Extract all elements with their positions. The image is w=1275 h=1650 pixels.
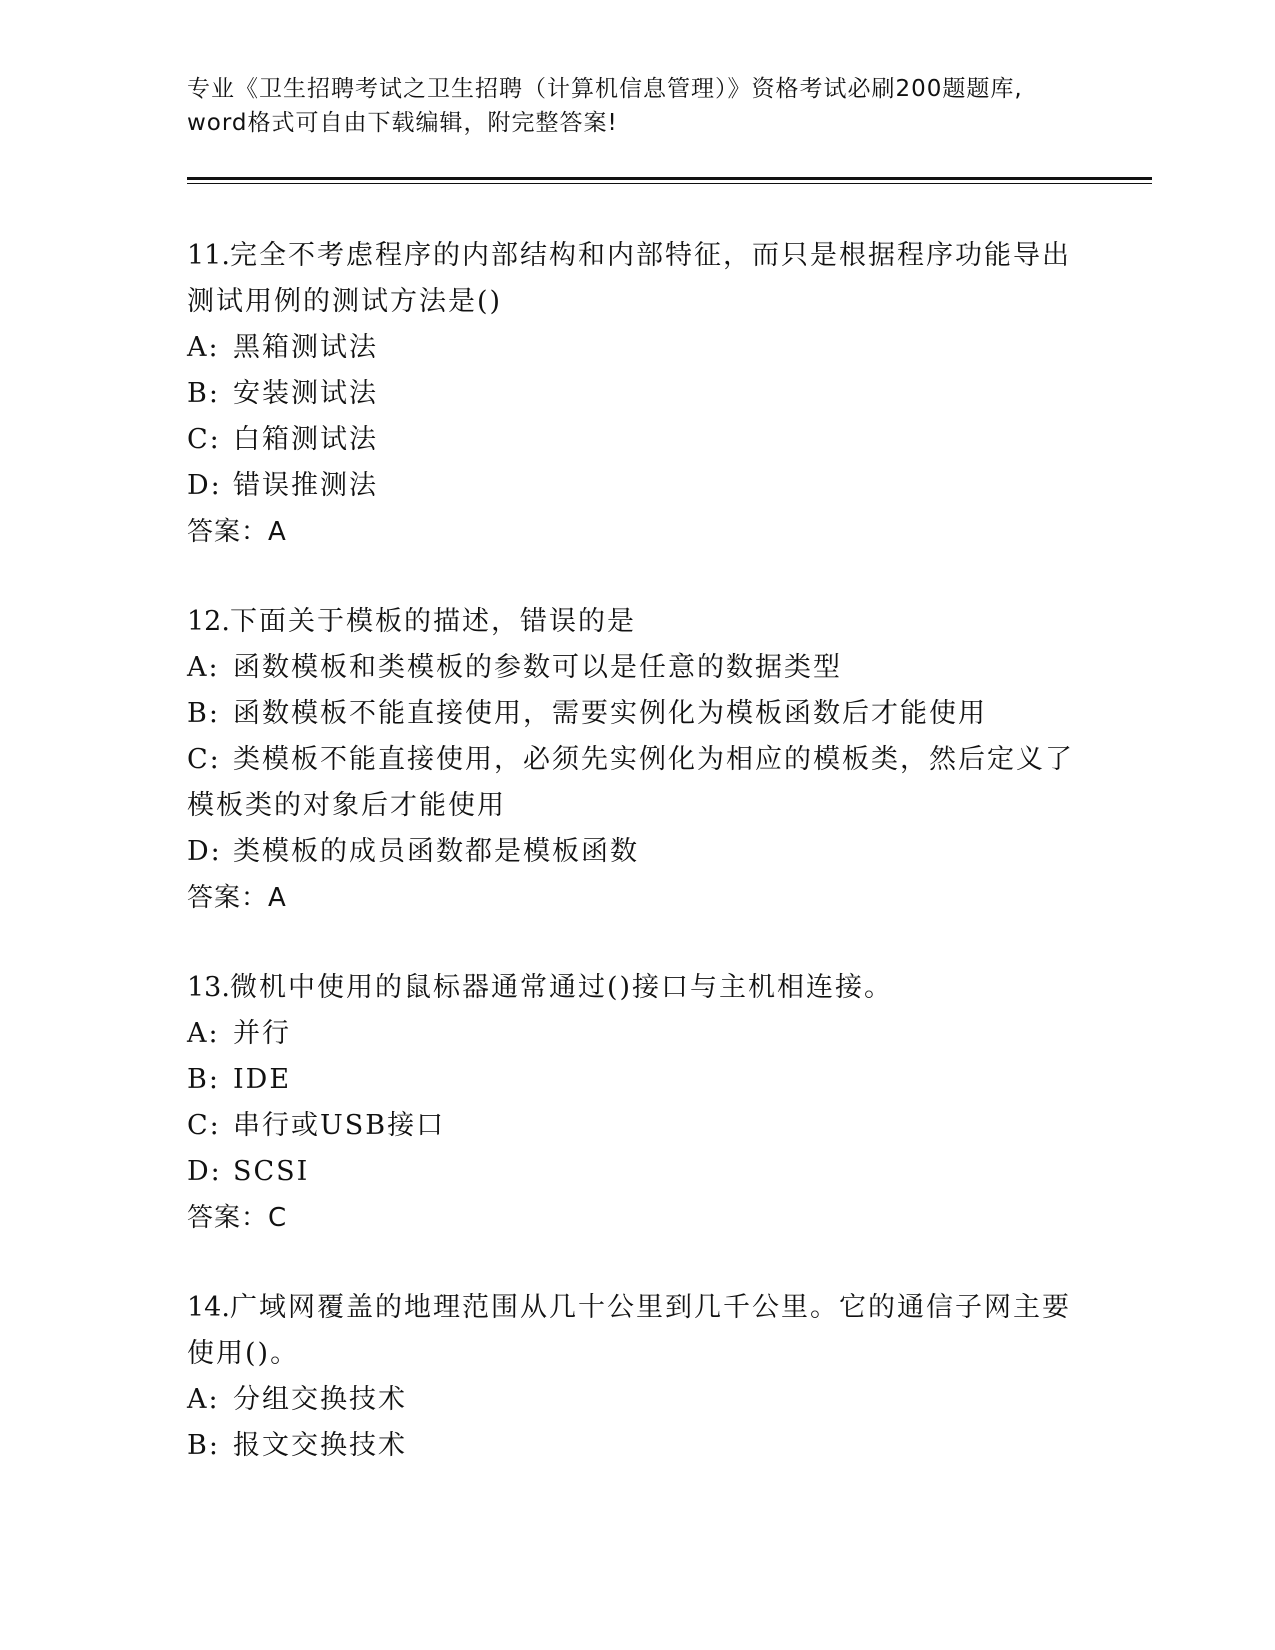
option-text: 安装测试法 (233, 378, 378, 409)
option-b (187, 371, 1087, 417)
answer-line: 答案：A (187, 883, 287, 913)
question-number: 13. (187, 972, 230, 1003)
option-text: 错误推测法 (233, 470, 378, 501)
question-text: 微机中使用的鼠标器通常通过()接口与主机相连接。 (229, 972, 894, 1003)
question-12 (187, 599, 1087, 921)
question-14 (187, 1285, 1087, 1469)
header-divider-thick (187, 177, 1152, 180)
question-text-continued: 测试用例的测试方法是() (187, 286, 503, 317)
option-c (187, 1103, 1087, 1149)
question-number: 14. (187, 1292, 230, 1323)
option-text: 类模板不能直接使用，必须先实例化为相应的模板类，然后定义了 (233, 744, 1074, 775)
option-text: SCSI (233, 1156, 310, 1187)
option-b (187, 1057, 1087, 1103)
option-letter: D: (187, 470, 222, 501)
question-text: 下面关于模板的描述，错误的是 (229, 606, 636, 637)
option-letter: A: (187, 652, 220, 683)
question-text: 广域网覆盖的地理范围从几十公里到几千公里。它的通信子网主要 (229, 1292, 1071, 1323)
option-letter: B: (187, 698, 220, 729)
option-d (187, 463, 1087, 509)
document-header (187, 72, 1087, 140)
header-title-line-1: 专业《卫生招聘考试之卫生招聘（计算机信息管理）》资格考试必刷200题题库, (187, 76, 1023, 102)
option-text: 报文交换技术 (233, 1430, 407, 1461)
question-number: 11. (187, 240, 230, 271)
option-a (187, 1011, 1087, 1057)
option-text: 并行 (233, 1018, 291, 1049)
question-11 (187, 233, 1087, 555)
option-letter: B: (187, 1430, 220, 1461)
option-a (187, 325, 1087, 371)
option-letter: C: (187, 744, 221, 775)
option-text: 串行或USB接口 (233, 1110, 446, 1141)
header-divider-thin (187, 183, 1152, 184)
question-stem (187, 599, 1087, 645)
option-c (187, 737, 1087, 783)
option-a (187, 645, 1087, 691)
question-text: 完全不考虑程序的内部结构和内部特征，而只是根据程序功能导出 (229, 240, 1071, 271)
question-list (187, 233, 1087, 1513)
option-text: IDE (233, 1064, 292, 1095)
question-number: 12. (187, 606, 230, 637)
option-text: 白箱测试法 (233, 424, 378, 455)
option-text: 类模板的成员函数都是模板函数 (233, 836, 639, 867)
option-letter: A: (187, 1384, 220, 1415)
header-title-line-2: word格式可自由下载编辑，附完整答案! (187, 110, 618, 136)
option-d (187, 1149, 1087, 1195)
option-letter: B: (187, 378, 220, 409)
question-stem (187, 233, 1087, 279)
option-c-continued: 模板类的对象后才能使用 (187, 790, 506, 821)
option-letter: D: (187, 836, 222, 867)
option-d (187, 829, 1087, 875)
option-letter: A: (187, 1018, 220, 1049)
option-letter: B: (187, 1064, 220, 1095)
option-letter: A: (187, 332, 220, 363)
option-c (187, 417, 1087, 463)
answer-line: 答案：A (187, 517, 287, 547)
question-13 (187, 965, 1087, 1241)
option-letter: D: (187, 1156, 222, 1187)
option-b (187, 691, 1087, 737)
question-text-continued: 使用()。 (187, 1338, 300, 1369)
answer-line: 答案：C (187, 1203, 288, 1233)
question-stem (187, 965, 1087, 1011)
option-letter: C: (187, 424, 221, 455)
option-a (187, 1377, 1087, 1423)
option-text: 函数模板不能直接使用，需要实例化为模板函数后才能使用 (233, 698, 987, 729)
option-text: 黑箱测试法 (233, 332, 378, 363)
option-text: 函数模板和类模板的参数可以是任意的数据类型 (233, 652, 842, 683)
option-text: 分组交换技术 (233, 1384, 407, 1415)
option-b (187, 1423, 1087, 1469)
option-letter: C: (187, 1110, 221, 1141)
question-stem (187, 1285, 1087, 1331)
